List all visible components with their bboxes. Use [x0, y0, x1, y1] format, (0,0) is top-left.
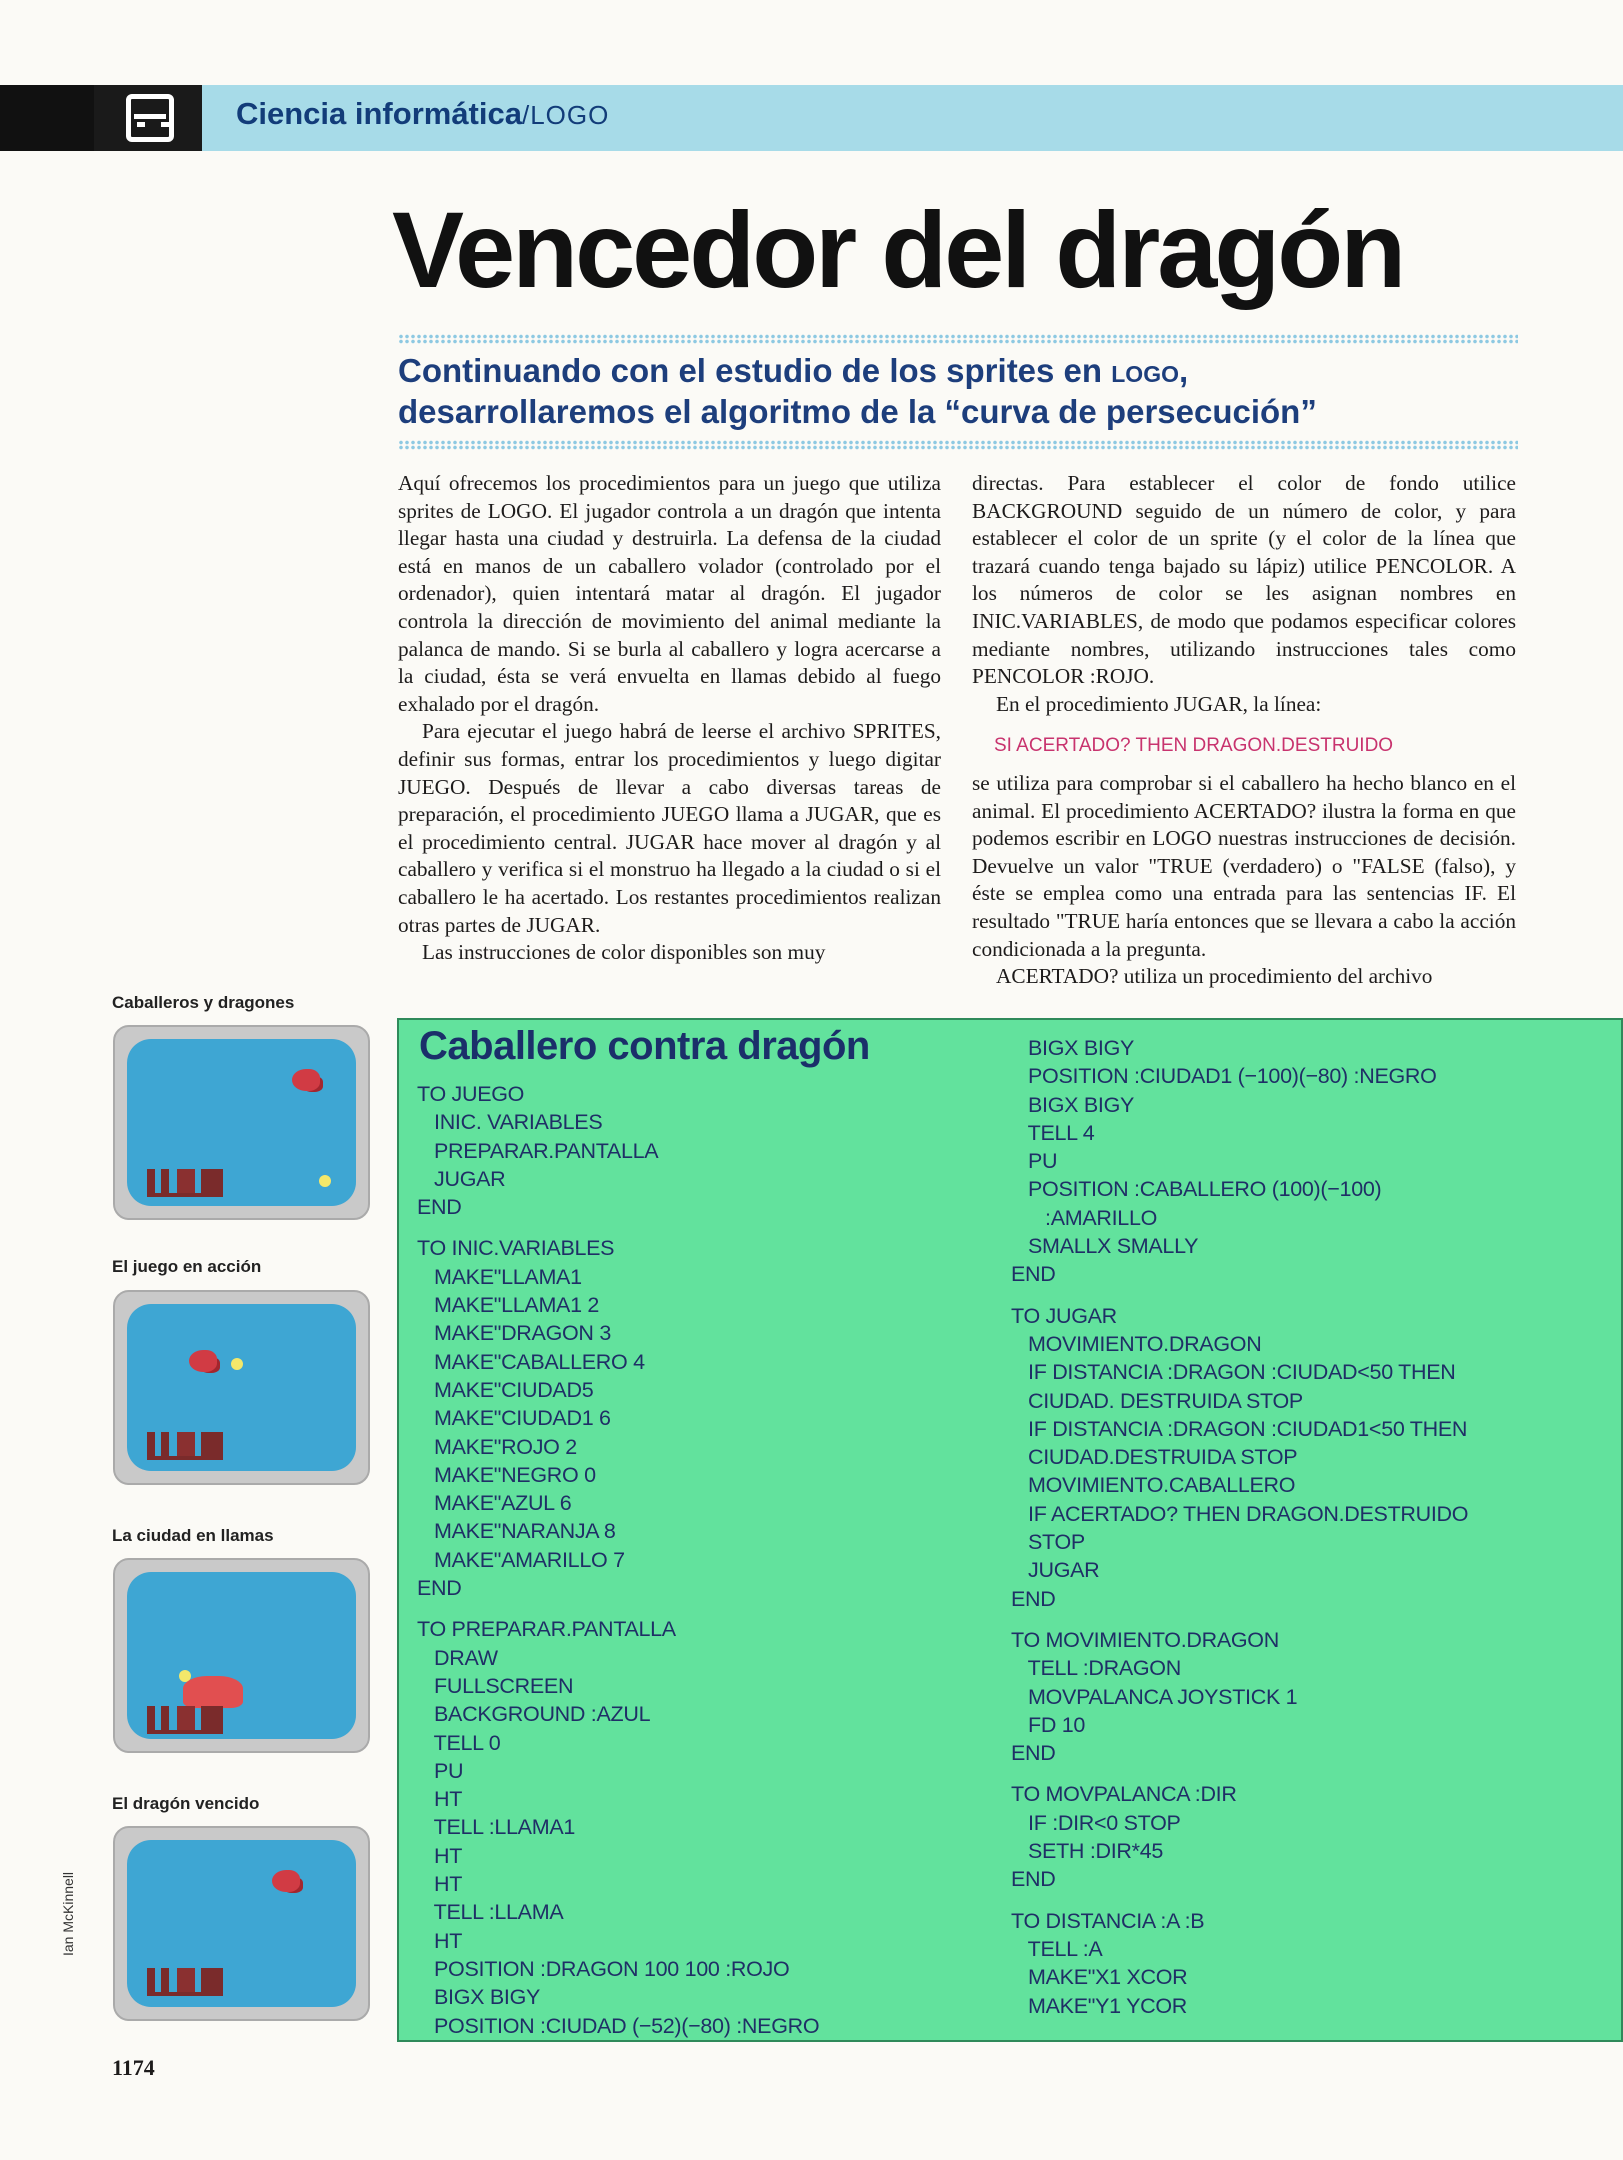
code-line: TELL :DRAGON	[1011, 1656, 1181, 1681]
code-line: END	[417, 1195, 462, 1220]
code-line: HT	[417, 1872, 463, 1897]
code-line: MAKE"LLAMA1 2	[417, 1293, 600, 1318]
city-sprite	[147, 1968, 223, 1996]
subtitle-text-a: Continuando con el estudio de los sprites en	[398, 352, 1112, 389]
code-line	[1011, 1894, 1468, 1907]
code-line: POSITION :CABALLERO (100)(−100)	[1011, 1177, 1382, 1202]
caption: El juego en acción	[112, 1257, 262, 1276]
code-line: PU	[1011, 1149, 1058, 1174]
code-line	[1011, 1613, 1468, 1626]
paragraph: directas. Para establecer el color de fondo utilice BACKGROUND seguido de un número de color, y para establecer el color de un sprite (y el color de la línea que trazará cuando tenga bajado su lápiz) utilice PENCOLOR. A los números de color se les asignan nombres en INIC.VARIABLES, de modo que podamos especificar colores mediante nombres, utilizando instrucciones tales como PENCOLOR :ROJO.	[972, 471, 1516, 689]
listing-left-column	[417, 1080, 819, 2040]
code-line: TO JUEGO	[417, 1082, 525, 1106]
page-number: 1174	[112, 2055, 155, 2080]
dotted-divider-bottom	[398, 440, 1518, 450]
code-line	[1011, 1289, 1468, 1302]
paragraph: Aquí ofrecemos los procedimientos para un juego que utiliza sprites de LOGO. El jugador controla a un dragón que intenta llegar hasta una ciudad y destruirla. La defensa de la ciudad está en manos de un caballero volador (controlado por el ordenador), quien intentará matar al dragón. El jugador controla la dirección de movimiento del animal mediante la palanca de mando. Si se burla al caballero y logra acercarse a la ciudad, ésta se verá envuelta en llamas debido al fuego exhalado por el dragón.	[398, 471, 941, 716]
code-line: MAKE"CIUDAD1 6	[417, 1406, 611, 1431]
code-line: TELL 4	[1011, 1120, 1095, 1145]
code-line: HT	[417, 1787, 463, 1812]
city-sprite	[147, 1432, 223, 1460]
code-line: TO INIC.VARIABLES	[417, 1236, 615, 1261]
subsection-name: /LOGO	[521, 100, 610, 130]
code-line: MOVIMIENTO.CABALLERO	[1011, 1473, 1296, 1498]
paragraph: En el procedimiento JUGAR, la línea:	[996, 691, 1322, 716]
subtitle-comma: ,	[1178, 352, 1189, 389]
screen-image	[113, 1558, 370, 1753]
dragon-sprite	[272, 1870, 300, 1892]
code-line: PU	[417, 1758, 464, 1783]
code-line: JUGAR	[417, 1166, 506, 1191]
code-line: SETH :DIR*45	[1011, 1839, 1164, 1864]
code-line: TELL :LLAMA1	[417, 1815, 576, 1840]
code-line: MOVPALANCA JOYSTICK 1	[1011, 1684, 1298, 1709]
code-line: MAKE"Y1 YCOR	[1011, 1993, 1187, 2018]
body-column-right	[972, 470, 1516, 991]
paragraph: Las instrucciones de color disponibles son muy	[422, 940, 826, 965]
listing-right-column	[1011, 1034, 1468, 2020]
code-line: MAKE"AZUL 6	[417, 1491, 572, 1516]
code-line: JUGAR	[1011, 1558, 1100, 1583]
code-line: END	[1011, 1262, 1056, 1287]
code-line: MAKE"X1 XCOR	[1011, 1965, 1188, 1990]
code-line	[417, 1602, 819, 1615]
code-line	[417, 1221, 819, 1234]
code-line: MAKE"NARANJA 8	[417, 1519, 616, 1544]
code-line: SMALLX SMALLY	[1011, 1234, 1199, 1259]
knight-sprite	[231, 1358, 243, 1370]
subtitle-text-b: desarrollaremos el algoritmo de la “curva de persecución”	[398, 393, 1317, 430]
code-line: HT	[417, 1843, 463, 1868]
city-sprite	[147, 1169, 223, 1197]
code-line: MOVIMIENTO.DRAGON	[1011, 1331, 1262, 1356]
code-line: MAKE"CIUDAD5	[417, 1377, 594, 1402]
section-name: Ciencia informática	[236, 96, 522, 131]
code-line: TO JUGAR	[1011, 1303, 1117, 1328]
code-line: STOP	[1011, 1530, 1085, 1555]
code-line: END	[1011, 1586, 1056, 1611]
code-line: BIGX BIGY	[417, 1985, 541, 2010]
code-line: TO MOVPALANCA :DIR	[1011, 1782, 1237, 1807]
code-line: TO PREPARAR.PANTALLA	[417, 1617, 676, 1642]
code-line: CIUDAD. DESTRUIDA STOP	[1011, 1388, 1303, 1413]
body-column-left	[398, 470, 941, 967]
subtitle-logo: logo	[1111, 352, 1179, 389]
code-line: TO MOVIMIENTO.DRAGON	[1011, 1627, 1279, 1652]
code-line: FD 10	[1011, 1712, 1086, 1737]
code-line: PREPARAR.PANTALLA	[417, 1138, 659, 1163]
code-line: BIGX BIGY	[1011, 1036, 1135, 1060]
computer-icon	[126, 94, 174, 142]
code-line: POSITION :DRAGON 100 100 :ROJO	[417, 1956, 790, 1981]
code-line: MAKE"LLAMA1	[417, 1264, 582, 1289]
photo-credit: Ian McKinnell	[60, 1871, 76, 1956]
knight-sprite	[319, 1175, 331, 1187]
code-line: FULLSCREEN	[417, 1673, 574, 1698]
code-line: MAKE"NEGRO 0	[417, 1462, 596, 1487]
dragon-sprite	[189, 1350, 217, 1372]
code-line: MAKE"DRAGON 3	[417, 1321, 611, 1346]
paragraph: se utiliza para comprobar si el caballero ha hecho blanco en el animal. El procedimiento ACERTADO? ilustra la forma en que podemos escribir en LOGO nuestras instrucciones de decisión. Devuelve un valor "TRUE (verdadero) o "FALSE (falso), y éste se emplea como una entrada para las sentencias IF. El resultado "TRUE haría entonces que se llevara a cabo la acción condicionada a la pregunta.	[972, 770, 1516, 961]
caption: El dragón vencido	[112, 1794, 260, 1813]
code-line: END	[1011, 1741, 1056, 1766]
code-line: TELL :A	[1011, 1936, 1103, 1961]
code-line: BACKGROUND :AZUL	[417, 1702, 651, 1727]
fire-sprite	[183, 1676, 243, 1708]
paragraph: ACERTADO? utiliza un procedimiento del archivo	[996, 964, 1433, 989]
code-line: HT	[417, 1928, 463, 1953]
page-title: Vencedor del dragón	[392, 189, 1404, 310]
code-line: IF ACERTADO? THEN DRAGON.DESTRUIDO	[1011, 1501, 1469, 1526]
subtitle	[398, 350, 1518, 432]
code-line: TELL 0	[417, 1730, 501, 1755]
code-line: IF DISTANCIA :DRAGON :CIUDAD<50 THEN	[1011, 1360, 1456, 1385]
code-line: MAKE"ROJO 2	[417, 1434, 577, 1459]
caption: La ciudad en llamas	[112, 1526, 274, 1545]
code-line: DRAW	[417, 1645, 498, 1670]
header-black-bar	[0, 85, 94, 151]
screen-image	[113, 1290, 370, 1485]
code-line: POSITION :CIUDAD1 (−100)(−80) :NEGRO	[1011, 1064, 1437, 1089]
code-line: :AMARILLO	[1011, 1205, 1158, 1230]
city-sprite	[147, 1706, 223, 1734]
caption: Caballeros y dragones	[112, 993, 295, 1012]
screen-image	[113, 1826, 370, 2021]
code-line: END	[1011, 1867, 1056, 1892]
code-line: BIGX BIGY	[1011, 1092, 1135, 1117]
code-line	[1011, 1767, 1468, 1780]
code-line: CIUDAD.DESTRUIDA STOP	[1011, 1445, 1298, 1470]
paragraph: Para ejecutar el juego habrá de leerse el archivo SPRITES, definir sus formas, entrar los procedimientos y luego digitar JUEGO. Después de llevar a cabo diversas tareas de preparación, el procedimiento JUEGO llama a JUGAR, que es el procedimiento central. JUGAR hace mover al dragón y al caballero y verifica si el monstruo ha llegado a la ciudad o si el caballero le ha acertado. Los restantes procedimientos realizan otras partes de JUGAR.	[398, 719, 941, 937]
dragon-sprite	[292, 1069, 320, 1091]
code-line: TO DISTANCIA :A :B	[1011, 1908, 1205, 1933]
code-listing-box	[397, 1018, 1623, 2042]
section-heading	[236, 96, 609, 132]
code-line: IF :DIR<0 STOP	[1011, 1810, 1181, 1835]
code-line: INIC. VARIABLES	[417, 1110, 603, 1135]
highlighted-code-line: SI ACERTADO? THEN DRAGON.DESTRUIDO	[994, 735, 1394, 757]
dotted-divider-top	[398, 334, 1518, 344]
screen-image	[113, 1025, 370, 1220]
code-line: IF DISTANCIA :DRAGON :CIUDAD1<50 THEN	[1011, 1416, 1468, 1441]
code-line: MAKE"AMARILLO 7	[417, 1547, 625, 1572]
listing-title: Caballero contra dragón	[419, 1024, 870, 1068]
code-line: END	[417, 1576, 462, 1601]
code-line: TELL :LLAMA	[417, 1900, 564, 1925]
code-line: POSITION :CIUDAD (−52)(−80) :NEGRO	[417, 2013, 820, 2038]
code-line: MAKE"CABALLERO 4	[417, 1349, 645, 1374]
